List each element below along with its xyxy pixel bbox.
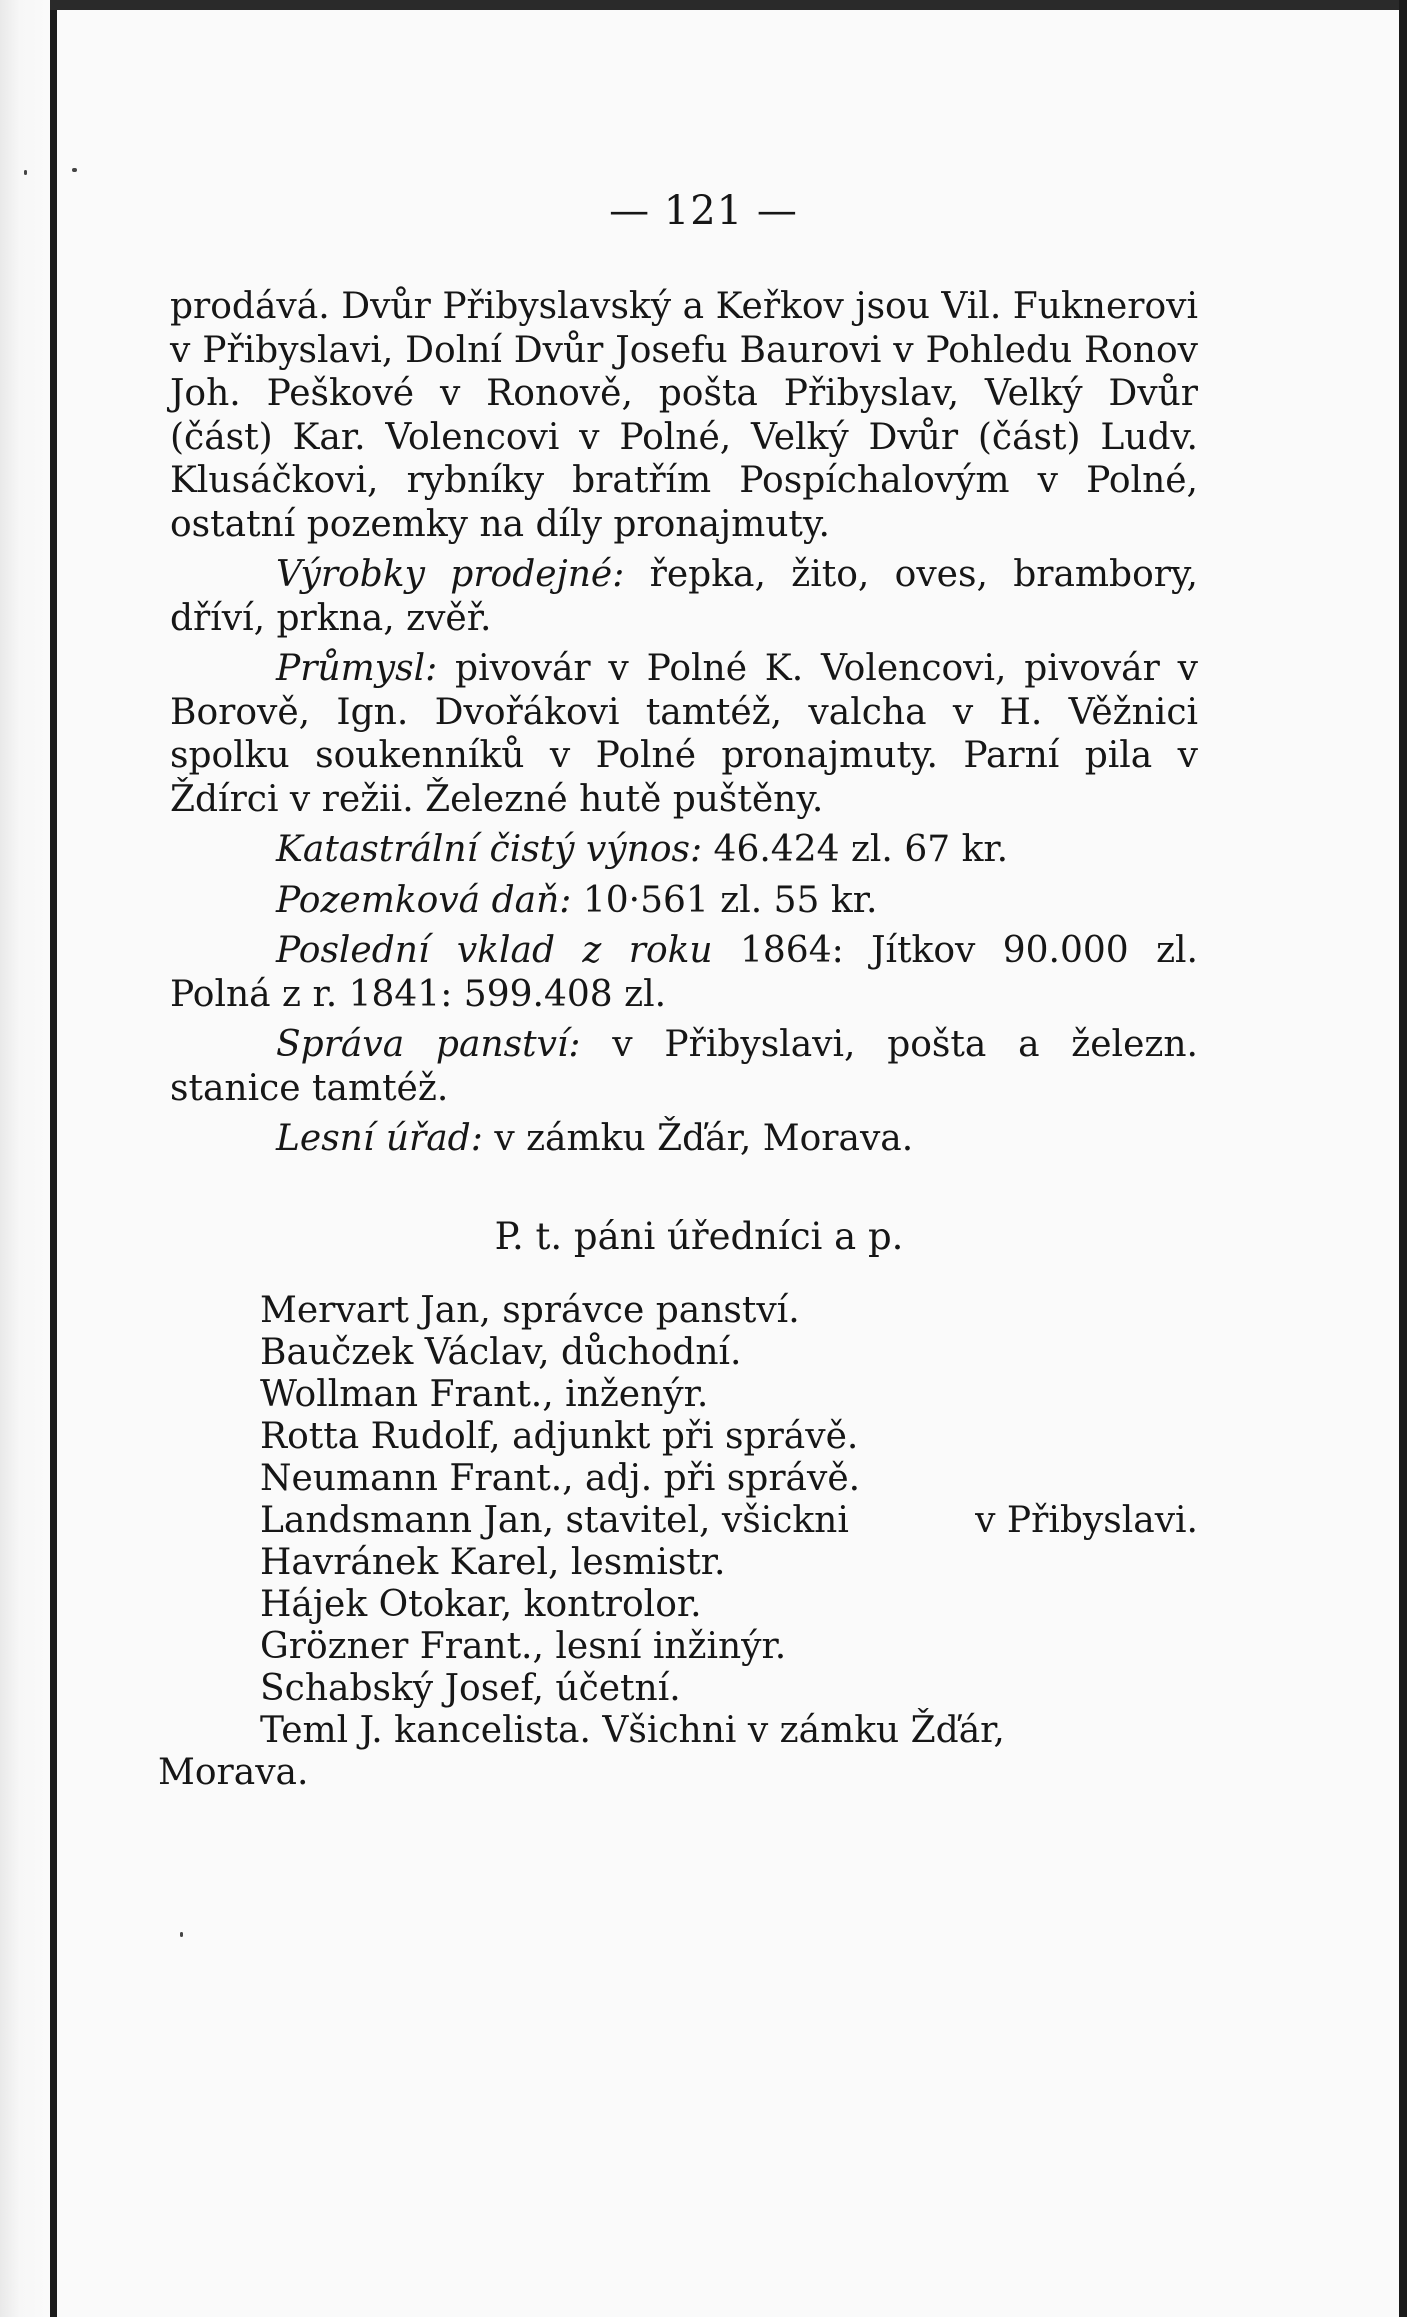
staff-entry [170,1290,1198,1332]
paragraph-products [170,553,1198,640]
page-number: — 121 — [609,188,798,234]
staff-entry [170,1542,1198,1584]
staff-entry-last-line1 [170,1710,1198,1752]
staff-entry-text: Grözner Frant., lesní inžinýr. [260,1626,787,1667]
staff-entry-text: Schabský Josef, účetní. [260,1668,681,1709]
paragraph-label: Poslední vklad z roku [276,930,713,971]
paragraph-label: Katastrální čistý výnos: [276,829,703,870]
staff-entry-last-line2: Morava. [158,1752,309,1793]
paragraph-text: pivovár v Polné K. Volencovi, pivovár v Borově, Ign. Dvořákovi tamtéž, valcha v H. Věžnici spolku soukenníků v Polné pronajmuty. Parní pila v Ždírci v režii. Železné hutě puštěny. [170,648,1198,820]
paragraph-text: 10·561 zl. 55 kr. [582,879,878,921]
scan-speck [72,168,77,172]
paragraph-forest-office [170,1117,1198,1161]
staff-entry [170,1458,1198,1500]
staff-entry [170,1416,1198,1458]
staff-entry-text: Rotta Rudolf, adjunkt při správě. [260,1416,859,1457]
staff-list [170,1290,1198,1710]
paragraph-text: prodává. Dvůr Přibyslavský a Keřkov jsou Vil. Fuknerovi v Přibyslavi, Dolní Dvůr Josefu Baurovi v Pohledu Ronov Joh. Peškové v Ronově, pošta Přibyslav, Velký Dvůr (část) Kar. Volencovi v Polné, Velký Dvůr (část) Ludv. Klusáčkovi, rybníky bratřím Pospíchalovým v Polné, ostatní pozemky na díly pronajmuty. [170,286,1198,545]
paragraph-label: Průmysl: [276,648,438,689]
staff-entry [170,1374,1198,1416]
paragraph-text: 1864: Jítkov 90.000 zl. Polná z r. 1841: 599.408 zl. [170,930,1198,1015]
staff-entry-text: Wollman Frant., inženýr. [260,1374,709,1415]
scan-speck [24,170,27,175]
paragraph-label: Lesní úřad: [276,1118,483,1159]
paragraph-ownership [170,285,1198,546]
staff-entry-text: Teml J. kancelista. Všichni v zámku Žďár, [260,1710,1005,1751]
paragraph-industry [170,647,1198,821]
scan-speck [180,1932,183,1937]
paragraph-estate-admin [170,1023,1198,1110]
staff-entry-text: Landsmann Jan, stavitel, všickni [260,1500,849,1541]
paragraph-text: řepka, žito, oves, brambory, dříví, prkna, zvěř. [170,554,1198,639]
paragraph-land-tax [170,879,1198,923]
staff-entry-landsmann [170,1500,1198,1542]
scan-top-edge [50,0,1407,10]
paragraph-label: Správa panství: [276,1024,581,1065]
staff-entry-text: Hájek Otokar, kontrolor. [260,1584,702,1625]
staff-entry-last [158,1710,1198,1794]
staff-entry-location: v Přibyslavi. [975,1500,1198,1541]
page-body [158,285,1198,1794]
scan-right-edge [1399,0,1407,2317]
staff-entry [170,1584,1198,1626]
scan-left-margin [0,0,48,2317]
staff-entry-text: Mervart Jan, správce panství. [260,1290,800,1331]
paragraph-label: Pozemková daň: [276,879,572,921]
staff-entry-text: Neumann Frant., adj. při správě. [260,1458,861,1499]
paragraph-text: v zámku Žďár, Morava. [494,1118,914,1159]
staff-entry-text: Havránek Karel, lesmistr. [260,1542,726,1583]
paragraph-text: v Přibyslavi, pošta a železn. stanice tamtéž. [170,1024,1198,1109]
paragraph-label: Výrobky prodejné: [276,554,625,595]
book-binding-edge [50,0,57,2317]
staff-entry [170,1668,1198,1710]
paragraph-text: 46.424 zl. 67 kr. [713,829,1009,870]
staff-entry-text: Baučzek Václav, důchodní. [260,1332,742,1373]
staff-entry [170,1332,1198,1374]
section-title-officials: P. t. páni úředníci a p. [494,1214,904,1258]
paragraph-last-record [170,929,1198,1016]
staff-entry [170,1626,1198,1668]
paragraph-cadastral-yield [170,828,1198,872]
